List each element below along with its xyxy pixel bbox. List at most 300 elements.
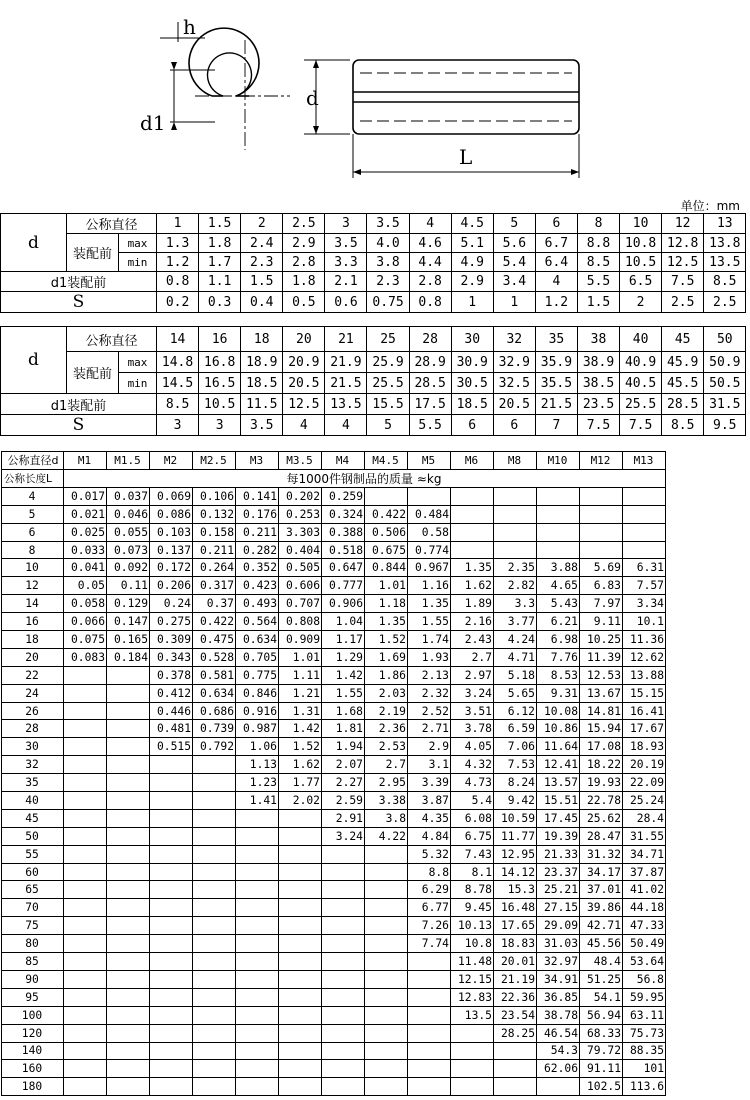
length-cell: 40 — [2, 792, 64, 810]
mass-cell: 1.23 — [236, 774, 279, 792]
mass-cell: 101 — [623, 1060, 666, 1078]
mass-cell — [279, 988, 322, 1006]
mass-cell: 10.08 — [537, 702, 580, 720]
mass-cell: 2.16 — [451, 613, 494, 631]
mass-cell: 0.404 — [279, 541, 322, 559]
cell: 50.9 — [704, 352, 746, 373]
mass-cell: 4.32 — [451, 756, 494, 774]
mass-cell — [193, 1060, 236, 1078]
table-row — [2, 774, 666, 792]
cell: 1.1 — [199, 272, 241, 292]
table-row — [2, 881, 666, 899]
cell: 5.6 — [493, 234, 535, 253]
mass-cell — [64, 774, 107, 792]
mass-cell — [580, 541, 623, 559]
mass-cell: 6.83 — [580, 577, 623, 595]
mass-cell: 1.89 — [451, 595, 494, 613]
column-header: M6 — [451, 452, 494, 470]
mass-cell: 59.95 — [623, 988, 666, 1006]
mass-cell — [408, 1024, 451, 1042]
cell: 32.5 — [493, 373, 535, 394]
mass-cell — [236, 827, 279, 845]
mass-cell — [279, 970, 322, 988]
length-cell: 30 — [2, 738, 64, 756]
mass-cell — [107, 1024, 150, 1042]
cell: 38.5 — [577, 373, 619, 394]
mass-cell: 0.686 — [193, 702, 236, 720]
mass-cell: 6.98 — [537, 631, 580, 649]
mass-cell: 22.78 — [580, 792, 623, 810]
mass-cell: 2.43 — [451, 631, 494, 649]
table-row — [2, 595, 666, 613]
mass-cell: 2.36 — [365, 720, 408, 738]
length-header: 公称长度L — [2, 469, 64, 487]
mass-cell — [64, 917, 107, 935]
mass-cell: 12.15 — [451, 970, 494, 988]
mass-cell — [322, 1042, 365, 1060]
table-row — [2, 738, 666, 756]
mass-cell: 4.65 — [537, 577, 580, 595]
mass-cell: 3.78 — [451, 720, 494, 738]
table-row — [2, 487, 666, 505]
mass-cell: 5.18 — [494, 666, 537, 684]
cell: 4.9 — [451, 253, 493, 272]
mass-cell: 0.846 — [236, 684, 279, 702]
table-row — [2, 1024, 666, 1042]
mass-cell: 0.422 — [193, 613, 236, 631]
cell: 9.5 — [704, 415, 746, 436]
mass-cell — [365, 917, 408, 935]
table-row — [2, 559, 666, 577]
mass-cell — [322, 863, 365, 881]
s-row — [1, 292, 746, 313]
mass-cell — [408, 1060, 451, 1078]
mass-cell — [64, 899, 107, 917]
pre-assembly-label: 装配前 — [67, 352, 119, 394]
mass-cell: 0.141 — [236, 487, 279, 505]
mass-cell: 0.017 — [64, 487, 107, 505]
cell: 40.9 — [620, 352, 662, 373]
mass-cell: 13.57 — [537, 774, 580, 792]
mass-cell: 54.3 — [537, 1042, 580, 1060]
cell: 40 — [620, 327, 662, 352]
mass-cell: 0.066 — [64, 613, 107, 631]
mass-cell — [408, 1042, 451, 1060]
mass-cell — [150, 863, 193, 881]
mass-cell — [193, 756, 236, 774]
mass-cell: 12.95 — [494, 845, 537, 863]
mass-cell: 17.65 — [494, 917, 537, 935]
cell: 6 — [493, 415, 535, 436]
mass-cell: 0.844 — [365, 559, 408, 577]
mass-cell — [494, 523, 537, 541]
cell: 13.5 — [325, 394, 367, 415]
mass-cell: 0.484 — [408, 505, 451, 523]
cell: 0.4 — [241, 292, 283, 313]
mass-cell: 50.49 — [623, 935, 666, 953]
cell: 20.9 — [283, 352, 325, 373]
mass-cell: 12.62 — [623, 648, 666, 666]
mass-cell — [193, 970, 236, 988]
mass-cell — [107, 917, 150, 935]
mass-cell: 28.4 — [623, 809, 666, 827]
mass-cell: 0.506 — [365, 523, 408, 541]
mass-cell — [451, 1078, 494, 1096]
mass-cell — [150, 756, 193, 774]
mass-cell — [537, 505, 580, 523]
mass-cell — [537, 1078, 580, 1096]
mass-cell: 1.18 — [365, 595, 408, 613]
mass-cell: 4.24 — [494, 631, 537, 649]
mass-cell — [107, 774, 150, 792]
mass-cell — [365, 970, 408, 988]
mass-cell: 10.8 — [451, 935, 494, 953]
nominal-row — [1, 214, 746, 234]
column-header: M1.5 — [107, 452, 150, 470]
mass-cell — [451, 541, 494, 559]
mass-cell: 34.71 — [623, 845, 666, 863]
mass-cell — [279, 899, 322, 917]
mass-cell — [107, 738, 150, 756]
length-cell: 20 — [2, 648, 64, 666]
mass-cell: 21.19 — [494, 970, 537, 988]
mass-cell — [150, 809, 193, 827]
mass-cell: 10.13 — [451, 917, 494, 935]
mass-cell: 0.422 — [365, 505, 408, 523]
mass-cell — [408, 953, 451, 971]
mass-cell: 17.67 — [623, 720, 666, 738]
mass-cell: 0.075 — [64, 631, 107, 649]
mass-cell — [150, 917, 193, 935]
cell: 7 — [535, 415, 577, 436]
d1-label-cell: d1装配前 — [1, 394, 157, 415]
mass-cell — [107, 666, 150, 684]
mass-cell: 11.36 — [623, 631, 666, 649]
mass-cell: 7.76 — [537, 648, 580, 666]
mass-cell — [236, 845, 279, 863]
mass-cell — [365, 863, 408, 881]
mass-cell: 0.253 — [279, 505, 322, 523]
h-label: h — [183, 15, 196, 39]
mass-cell — [150, 1060, 193, 1078]
mass-cell — [279, 1078, 322, 1096]
mass-cell — [408, 970, 451, 988]
mass-cell — [193, 935, 236, 953]
length-cell: 160 — [2, 1060, 64, 1078]
table-row — [2, 953, 666, 971]
mass-cell — [537, 523, 580, 541]
cell: 10.5 — [620, 253, 662, 272]
cell: 5.1 — [451, 234, 493, 253]
cell: 38 — [577, 327, 619, 352]
mass-cell — [451, 505, 494, 523]
length-cell: 28 — [2, 720, 64, 738]
length-cell: 75 — [2, 917, 64, 935]
mass-cell — [64, 935, 107, 953]
unit-label: 单位：mm — [680, 199, 740, 213]
mass-cell: 7.53 — [494, 756, 537, 774]
mass-cell: 27.15 — [537, 899, 580, 917]
mass-cell — [150, 1078, 193, 1096]
cell: 2.3 — [367, 272, 409, 292]
cell: 5 — [493, 214, 535, 234]
cell: 16.8 — [199, 352, 241, 373]
mass-cell: 0.24 — [150, 595, 193, 613]
max-label: max — [119, 234, 157, 253]
cell: 4 — [283, 415, 325, 436]
mass-cell — [494, 1078, 537, 1096]
length-cell: 90 — [2, 970, 64, 988]
mass-cell: 1.13 — [236, 756, 279, 774]
cell: 0.5 — [283, 292, 325, 313]
mass-cell — [580, 523, 623, 541]
table-row — [2, 720, 666, 738]
cell: 14.5 — [157, 373, 199, 394]
mass-cell — [236, 1078, 279, 1096]
mass-cell: 1.62 — [279, 756, 322, 774]
mass-cell: 1.52 — [279, 738, 322, 756]
mass-cell: 0.343 — [150, 648, 193, 666]
mass-cell: 0.475 — [193, 631, 236, 649]
cell: 21.5 — [325, 373, 367, 394]
mass-cell: 0.967 — [408, 559, 451, 577]
mass-cell — [64, 792, 107, 810]
mass-cell: 0.634 — [236, 631, 279, 649]
mass-cell — [279, 1060, 322, 1078]
cell: 4.0 — [367, 234, 409, 253]
mass-cell — [107, 953, 150, 971]
mass-cell — [322, 1006, 365, 1024]
mass-cell: 3.8 — [365, 809, 408, 827]
mass-cell: 0.774 — [408, 541, 451, 559]
mass-cell — [64, 881, 107, 899]
mass-cell: 1.69 — [365, 648, 408, 666]
mass-cell: 1.01 — [365, 577, 408, 595]
cell: 28.5 — [409, 373, 451, 394]
mass-cell: 13.5 — [451, 1006, 494, 1024]
table-row — [2, 935, 666, 953]
cell: 1.2 — [157, 253, 199, 272]
mass-cell: 14.81 — [580, 702, 623, 720]
mass-cell — [236, 935, 279, 953]
mass-cell: 0.158 — [193, 523, 236, 541]
mass-cell — [623, 505, 666, 523]
mass-cell: 0.324 — [322, 505, 365, 523]
mass-cell: 0.446 — [150, 702, 193, 720]
mass-cell: 13.67 — [580, 684, 623, 702]
mass-cell — [193, 809, 236, 827]
length-cell: 50 — [2, 827, 64, 845]
mass-cell: 29.09 — [537, 917, 580, 935]
cell: 18.5 — [451, 394, 493, 415]
mass-cell — [279, 1024, 322, 1042]
table-row — [2, 702, 666, 720]
cell: 12 — [662, 214, 704, 234]
mass-cell: 0.086 — [150, 505, 193, 523]
mass-cell: 1.35 — [408, 595, 451, 613]
cell: 28.5 — [662, 394, 704, 415]
mass-cell — [64, 720, 107, 738]
max-label: max — [119, 352, 157, 373]
cell: 1.7 — [199, 253, 241, 272]
mass-cell: 18.93 — [623, 738, 666, 756]
mass-cell — [193, 899, 236, 917]
mass-cell: 0.129 — [107, 595, 150, 613]
mass-cell: 31.32 — [580, 845, 623, 863]
cell: 2.8 — [283, 253, 325, 272]
mass-cell: 0.137 — [150, 541, 193, 559]
s-label-cell: S — [1, 292, 157, 313]
mass-cell — [322, 881, 365, 899]
mass-cell: 9.45 — [451, 899, 494, 917]
mass-cell: 6.75 — [451, 827, 494, 845]
cell: 12.5 — [283, 394, 325, 415]
mass-cell: 0.282 — [236, 541, 279, 559]
cell: 25.9 — [367, 352, 409, 373]
cell: 25.5 — [620, 394, 662, 415]
mass-cell — [408, 988, 451, 1006]
mass-cell — [494, 1042, 537, 1060]
mass-header: 每1000件钢制品的质量 ≈kg — [64, 469, 666, 487]
cell: 35 — [535, 327, 577, 352]
mass-cell — [193, 953, 236, 971]
mass-cell: 0.211 — [193, 541, 236, 559]
mass-cell — [107, 827, 150, 845]
mass-cell — [365, 935, 408, 953]
mass-cell — [279, 827, 322, 845]
mass-cell: 25.21 — [537, 881, 580, 899]
mass-cell — [236, 1060, 279, 1078]
mass-cell: 8.1 — [451, 863, 494, 881]
mass-cell — [494, 505, 537, 523]
cell: 18 — [241, 327, 283, 352]
mass-cell: 44.18 — [623, 899, 666, 917]
cell: 2.9 — [451, 272, 493, 292]
mass-cell: 0.987 — [236, 720, 279, 738]
mass-cell: 12.83 — [451, 988, 494, 1006]
mass-cell: 3.1 — [408, 756, 451, 774]
length-cell: 4 — [2, 487, 64, 505]
table-row — [2, 792, 666, 810]
mass-cell: 17.08 — [580, 738, 623, 756]
mass-cell — [107, 845, 150, 863]
mass-cell: 1.52 — [365, 631, 408, 649]
mass-cell: 10.59 — [494, 809, 537, 827]
mass-cell — [494, 487, 537, 505]
cell: 45 — [662, 327, 704, 352]
mass-cell: 46.54 — [537, 1024, 580, 1042]
length-cell: 95 — [2, 988, 64, 1006]
mass-cell: 28.47 — [580, 827, 623, 845]
column-header: M8 — [494, 452, 537, 470]
cell: 2.3 — [241, 253, 283, 272]
cell: 3.5 — [367, 214, 409, 234]
table-row — [2, 863, 666, 881]
mass-cell: 75.73 — [623, 1024, 666, 1042]
length-cell: 35 — [2, 774, 64, 792]
mass-cell — [64, 809, 107, 827]
mass-cell — [236, 881, 279, 899]
mass-cell — [64, 1024, 107, 1042]
mass-cell — [150, 988, 193, 1006]
mass-cell: 3.3 — [494, 595, 537, 613]
cell: 5.5 — [409, 415, 451, 436]
cell: 1.2 — [535, 292, 577, 313]
mass-cell — [150, 774, 193, 792]
cell: 4.6 — [409, 234, 451, 253]
cell: 7.5 — [577, 415, 619, 436]
mass-cell: 16.41 — [623, 702, 666, 720]
mass-cell: 18.83 — [494, 935, 537, 953]
cell: 8.8 — [577, 234, 619, 253]
mass-cell: 2.82 — [494, 577, 537, 595]
length-cell: 55 — [2, 845, 64, 863]
mass-cell: 79.72 — [580, 1042, 623, 1060]
cell: 25 — [367, 327, 409, 352]
mass-cell — [193, 863, 236, 881]
mass-cell — [107, 702, 150, 720]
cell: 3.5 — [325, 234, 367, 253]
mass-cell: 2.19 — [365, 702, 408, 720]
cell: 5.4 — [493, 253, 535, 272]
mass-cell — [279, 809, 322, 827]
mass-cell: 0.515 — [150, 738, 193, 756]
mass-cell: 15.51 — [537, 792, 580, 810]
mass-cell — [193, 1024, 236, 1042]
mass-cell: 0.021 — [64, 505, 107, 523]
cell: 1.8 — [283, 272, 325, 292]
mass-cell: 2.9 — [408, 738, 451, 756]
mass-cell: 0.106 — [193, 487, 236, 505]
length-cell: 10 — [2, 559, 64, 577]
mass-cell: 113.6 — [623, 1078, 666, 1096]
mass-cell — [451, 1024, 494, 1042]
mass-cell — [193, 792, 236, 810]
mass-cell — [322, 935, 365, 953]
cell: 32 — [493, 327, 535, 352]
cell: 20.5 — [283, 373, 325, 394]
cell: 3.4 — [493, 272, 535, 292]
mass-cell: 7.43 — [451, 845, 494, 863]
cell: 28 — [409, 327, 451, 352]
cell: 12.5 — [662, 253, 704, 272]
mass-cell: 2.7 — [365, 756, 408, 774]
mass-cell — [279, 917, 322, 935]
mass-cell: 32.97 — [537, 953, 580, 971]
mass-cell — [365, 899, 408, 917]
mass-cell — [365, 1006, 408, 1024]
length-cell: 8 — [2, 541, 64, 559]
spring-pin-drawing — [0, 0, 750, 200]
column-header: M13 — [623, 452, 666, 470]
mass-cell: 0.675 — [365, 541, 408, 559]
mass-cell: 0.025 — [64, 523, 107, 541]
mass-cell: 34.91 — [537, 970, 580, 988]
mass-cell: 2.13 — [408, 666, 451, 684]
length-cell: 18 — [2, 631, 64, 649]
mass-cell — [193, 1042, 236, 1060]
mass-cell: 3.24 — [322, 827, 365, 845]
mass-cell — [236, 1042, 279, 1060]
mass-cell — [64, 756, 107, 774]
cell: 1.3 — [157, 234, 199, 253]
mass-cell — [150, 899, 193, 917]
mass-cell: 0.317 — [193, 577, 236, 595]
mass-cell: 8.53 — [537, 666, 580, 684]
mass-cell: 0.264 — [193, 559, 236, 577]
mass-cell — [64, 1078, 107, 1096]
mass-cell: 19.39 — [537, 827, 580, 845]
